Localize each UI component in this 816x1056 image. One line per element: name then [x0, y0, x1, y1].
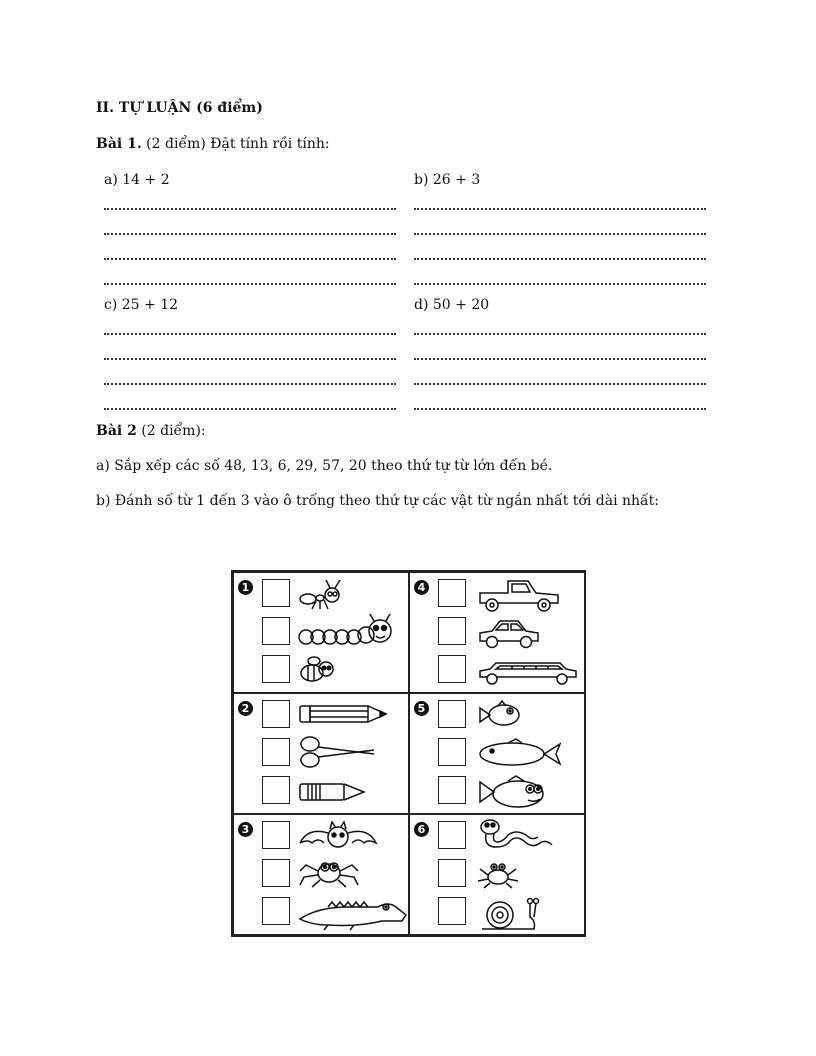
scissors-icon: [298, 734, 378, 770]
bee-icon: [298, 655, 338, 685]
group-cell-2: [233, 693, 409, 814]
car-icon: [478, 617, 542, 651]
big-fish-icon: [478, 774, 552, 810]
group-cell-3: [233, 814, 409, 935]
group-number: 2: [238, 701, 253, 716]
section-title: II. TỰ LUẬN (6 điểm): [96, 100, 263, 116]
bai1-heading: [96, 136, 330, 152]
bat-icon: [298, 821, 378, 853]
answer-line[interactable]: [414, 198, 706, 210]
answer-box[interactable]: [262, 700, 290, 728]
answer-box[interactable]: [438, 617, 466, 645]
answer-line[interactable]: [104, 398, 396, 410]
answer-box[interactable]: [262, 579, 290, 607]
bai2-question-b: b) Đánh số từ 1 đến 3 vào ô trống theo thứ tự các vật từ ngắn nhất tới dài nhất:: [96, 493, 659, 509]
crayon-icon: [298, 780, 368, 804]
group-number: 3: [238, 822, 253, 837]
small-fish-icon: [478, 700, 522, 730]
answer-line[interactable]: [104, 223, 396, 235]
group-number: 1: [238, 580, 253, 595]
answer-line[interactable]: [414, 248, 706, 260]
ant-icon: [298, 577, 358, 611]
bai2-question-a: a) Sắp xếp các số 48, 13, 6, 29, 57, 20 theo thứ tự từ lớn đến bé.: [96, 458, 553, 474]
pencil-icon: [298, 702, 390, 726]
answer-line[interactable]: [104, 248, 396, 260]
bai1-label: Bài 1.: [96, 136, 142, 152]
answer-line[interactable]: [104, 323, 396, 335]
bai1-desc: (2 điểm) Đặt tính rồi tính:: [146, 136, 330, 152]
answer-line[interactable]: [414, 398, 706, 410]
group-cell-5: [409, 693, 585, 814]
snail-icon: [476, 893, 540, 931]
group-number: 5: [414, 701, 429, 716]
answer-line[interactable]: [414, 273, 706, 285]
answer-box[interactable]: [262, 776, 290, 804]
group-number: 4: [414, 580, 429, 595]
bai2-label: Bài 2: [96, 423, 137, 439]
answer-line[interactable]: [414, 348, 706, 360]
group-number: 6: [414, 822, 429, 837]
answer-box[interactable]: [262, 617, 290, 645]
answer-box[interactable]: [262, 859, 290, 887]
answer-box[interactable]: [262, 655, 290, 683]
group-cell-4: [409, 572, 585, 693]
truck-icon: [478, 577, 562, 613]
group-cell-1: [233, 572, 409, 693]
bai2-desc: (2 điểm):: [141, 423, 206, 439]
snake-icon: [476, 817, 556, 857]
answer-line[interactable]: [104, 198, 396, 210]
answer-box[interactable]: [262, 821, 290, 849]
crocodile-icon: [298, 895, 408, 931]
bai1-item-c: c) 25 + 12: [104, 297, 179, 313]
answer-box[interactable]: [438, 655, 466, 683]
answer-box[interactable]: [262, 738, 290, 766]
spider-icon: [298, 855, 360, 891]
answer-box[interactable]: [438, 738, 466, 766]
bai1-item-b: b) 26 + 3: [414, 172, 481, 188]
long-fish-icon: [478, 738, 564, 770]
answer-box[interactable]: [438, 859, 466, 887]
answer-box[interactable]: [262, 897, 290, 925]
answer-line[interactable]: [104, 348, 396, 360]
answer-line[interactable]: [414, 223, 706, 235]
crab-icon: [476, 859, 520, 889]
answer-line[interactable]: [104, 373, 396, 385]
group-cell-6: [409, 814, 585, 935]
answer-box[interactable]: [438, 897, 466, 925]
ordering-grid: [231, 570, 586, 937]
answer-line[interactable]: [414, 373, 706, 385]
answer-box[interactable]: [438, 700, 466, 728]
answer-box[interactable]: [438, 776, 466, 804]
bai1-item-d: d) 50 + 20: [414, 297, 490, 313]
limousine-icon: [478, 659, 578, 687]
answer-line[interactable]: [414, 323, 706, 335]
answer-box[interactable]: [438, 821, 466, 849]
bai2-heading: [96, 423, 206, 439]
answer-box[interactable]: [438, 579, 466, 607]
answer-line[interactable]: [104, 273, 396, 285]
bai1-item-a: a) 14 + 2: [104, 172, 170, 188]
caterpillar-icon: [298, 613, 394, 649]
